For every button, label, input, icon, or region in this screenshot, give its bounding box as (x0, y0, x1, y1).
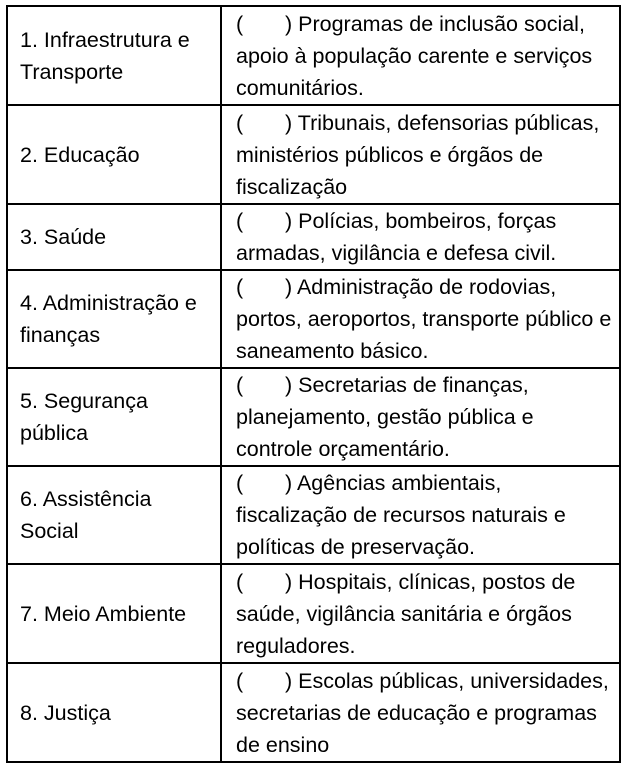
table-row (7, 6, 620, 105)
category-label: 3. Saúde (20, 225, 107, 249)
description-text: Administração de rodovias, portos, aeroportos, transporte público e saneamento básico. (236, 275, 612, 363)
answer-blank[interactable]: ( ) (236, 569, 293, 594)
category-cell (7, 270, 221, 368)
table-row (7, 368, 620, 466)
description-cell (221, 368, 620, 466)
category-label: 1. Infraestrutura e Transporte (20, 27, 190, 84)
answer-blank[interactable]: ( ) (236, 110, 293, 135)
table-row (7, 270, 620, 368)
table-row (7, 105, 620, 204)
description-text: Hospitais, clínicas, postos de saúde, vigilância sanitária e órgãos reguladores. (236, 569, 576, 658)
answer-blank[interactable]: ( ) (236, 275, 293, 299)
category-cell (7, 105, 221, 204)
description-text: Agências ambientais, fiscalização de recursos naturais e políticas de preservação. (236, 471, 566, 559)
category-cell (7, 204, 221, 270)
category-cell (7, 368, 221, 466)
category-cell (7, 564, 221, 663)
answer-blank[interactable]: ( ) (236, 373, 293, 397)
description-text: Escolas públicas, universidades, secretarias de educação e programas de ensino (236, 668, 609, 757)
description-text: Polícias, bombeiros, forças armadas, vigilância e defesa civil. (236, 209, 557, 265)
answer-blank[interactable]: ( ) (236, 471, 293, 495)
table-row (7, 564, 620, 663)
answer-blank[interactable]: ( ) (236, 11, 293, 36)
category-label: 5. Segurança pública (20, 389, 148, 445)
description-cell (221, 663, 620, 762)
description-cell (221, 564, 620, 663)
answer-blank[interactable]: ( ) (236, 209, 293, 233)
description-cell (221, 204, 620, 270)
description-cell (221, 270, 620, 368)
description-cell (221, 466, 620, 564)
category-cell (7, 6, 221, 105)
category-cell (7, 663, 221, 762)
table-row (7, 204, 620, 270)
description-text: Secretarias de finanças, planejamento, gestão pública e controle orçamentário. (236, 373, 534, 461)
matching-table (6, 5, 621, 763)
category-label: 6. Assistência Social (20, 487, 152, 543)
description-text: Tribunais, defensorias públicas, ministérios públicos e órgãos de fiscalização (236, 110, 600, 199)
description-cell (221, 6, 620, 105)
table-row (7, 663, 620, 762)
category-label: 4. Administração e finanças (20, 291, 197, 347)
table-row (7, 466, 620, 564)
category-cell (7, 466, 221, 564)
category-label: 7. Meio Ambiente (20, 601, 187, 626)
answer-blank[interactable]: ( ) (236, 668, 293, 693)
description-cell (221, 105, 620, 204)
category-label: 2. Educação (20, 142, 140, 167)
description-text: Programas de inclusão social, apoio à população carente e serviços comunitários. (236, 11, 593, 100)
category-label: 8. Justiça (20, 700, 111, 725)
